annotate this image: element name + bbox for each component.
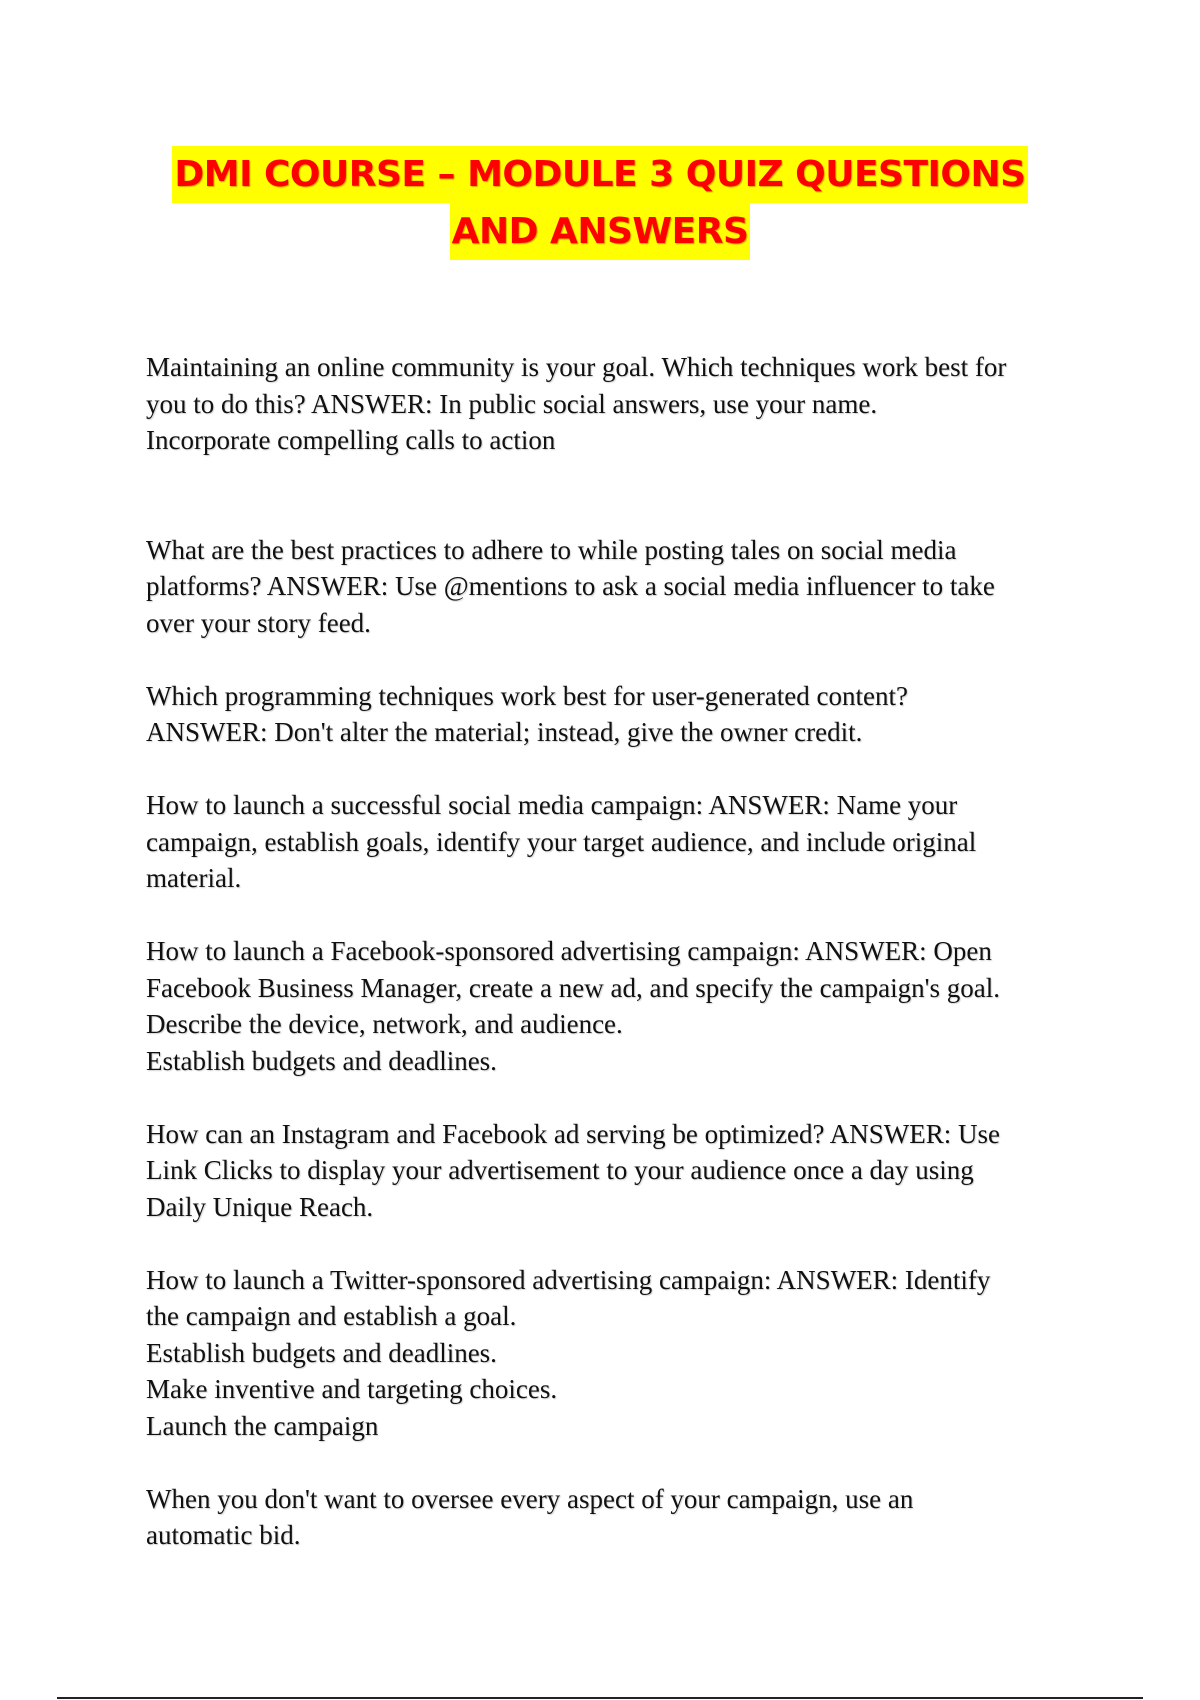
spacer: [146, 1225, 1046, 1262]
quiz-item-line: How to launch a successful social media campaign: ANSWER: Name your: [146, 790, 958, 820]
quiz-item-7: [146, 1262, 1046, 1445]
quiz-item-8: [146, 1481, 1046, 1554]
quiz-item-line: Launch the campaign: [146, 1410, 379, 1441]
quiz-item-6: [146, 1116, 1046, 1226]
title-line-1: DMI COURSE – MODULE 3 QUIZ QUESTIONS: [172, 146, 1027, 203]
spacer: [146, 1444, 1046, 1481]
quiz-item-line: Daily Unique Reach.: [146, 1191, 374, 1222]
quiz-item-2: [146, 532, 1046, 642]
footer-divider: [57, 1697, 1143, 1699]
spacer: [146, 641, 1046, 678]
quiz-item-3: [146, 678, 1046, 751]
quiz-item-line: Facebook Business Manager, create a new ad, and specify the campaign's goal.: [146, 972, 1000, 1003]
quiz-item-line: campaign, establish goals, identify your target audience, and include original: [146, 826, 977, 857]
quiz-item-line: How to launch a Facebook-sponsored advertising campaign: ANSWER: Open: [146, 936, 992, 966]
quiz-item-line: Maintaining an online community is your goal. Which techniques work best for: [146, 352, 1007, 382]
spacer: [146, 897, 1046, 934]
quiz-item-line: over your story feed.: [146, 607, 371, 638]
quiz-item-line: Describe the device, network, and audience.: [146, 1009, 623, 1039]
quiz-item-line: Incorporate compelling calls to action: [146, 425, 556, 455]
quiz-item-1: [146, 349, 1046, 459]
page-title: [0, 146, 1200, 260]
quiz-item-4: [146, 787, 1046, 897]
quiz-item-line: When you don't want to oversee every aspect of your campaign, use an: [146, 1483, 914, 1514]
quiz-item-line: platforms? ANSWER: Use @mentions to ask a social media influencer to take: [146, 571, 995, 601]
quiz-item-line: ANSWER: Don't alter the material; instead, give the owner credit.: [146, 717, 863, 747]
title-line-2: AND ANSWERS: [450, 203, 751, 260]
quiz-item-line: How can an Instagram and Facebook ad serving be optimized? ANSWER: Use: [146, 1118, 1001, 1149]
quiz-item-line: What are the best practices to adhere to while posting tales on social media: [146, 534, 957, 565]
quiz-item-line: you to do this? ANSWER: In public social answers, use your name.: [146, 388, 878, 419]
quiz-item-5: [146, 933, 1046, 1079]
spacer: [146, 459, 1046, 532]
quiz-item-line: material.: [146, 863, 242, 893]
quiz-item-line: Which programming techniques work best for user-generated content?: [146, 680, 908, 711]
spacer: [146, 751, 1046, 788]
quiz-item-line: Establish budgets and deadlines.: [146, 1337, 497, 1368]
spacer: [146, 1079, 1046, 1116]
quiz-item-line: the campaign and establish a goal.: [146, 1301, 517, 1331]
quiz-content: [146, 349, 1046, 1554]
quiz-item-line: Establish budgets and deadlines.: [146, 1045, 497, 1076]
quiz-item-line: automatic bid.: [146, 1520, 301, 1550]
quiz-item-line: Link Clicks to display your advertisement to your audience once a day using: [146, 1155, 974, 1185]
quiz-item-line: Make inventive and targeting choices.: [146, 1374, 558, 1404]
quiz-item-line: How to launch a Twitter-sponsored advertising campaign: ANSWER: Identify: [146, 1264, 991, 1295]
